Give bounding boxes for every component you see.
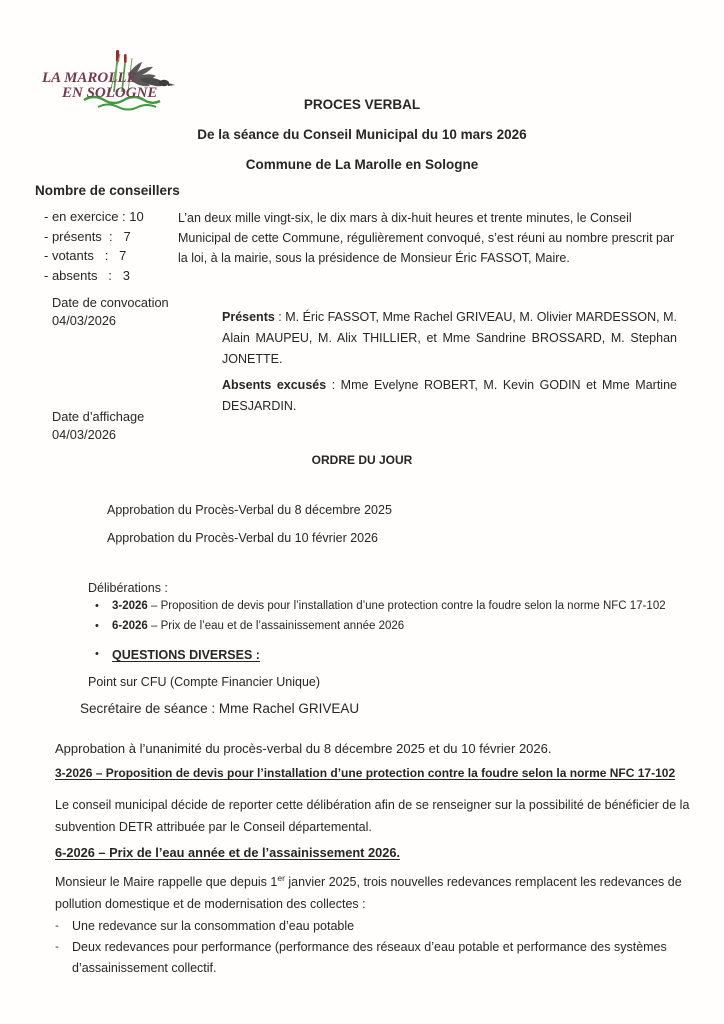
intro-text-cont: janvier 2025, trois nouvelles redevances remplacent les redevances de pollution domestique et de modernisation des collectes : bbox=[55, 875, 682, 911]
section-6-2026-heading: 6-2026 – Prix de l’eau année et de l’assainissement 2026. bbox=[55, 845, 400, 860]
ordre-du-jour-heading: ORDRE DU JOUR bbox=[311, 453, 413, 467]
logo-cattail bbox=[124, 54, 127, 63]
section-6-2026-intro bbox=[55, 871, 715, 915]
counselors-list bbox=[44, 207, 144, 285]
secretaire-line: Secrétaire de séance : Mme Rachel GRIVEAU bbox=[80, 701, 360, 716]
affichage-block bbox=[52, 408, 144, 443]
section-3-2026-heading: 3-2026 – Proposition de devis pour l’installation d’une protection contre la foudre selon la norme NFC 17-102 bbox=[55, 766, 676, 780]
logo-text-line2: EN SOLOGNE bbox=[62, 85, 158, 101]
deliberation-text bbox=[112, 620, 404, 632]
bullet-icon: • bbox=[95, 620, 99, 632]
ordinal-superscript: er bbox=[277, 872, 285, 883]
dash-icon: - bbox=[55, 941, 59, 953]
deliberations-label: Délibérations : bbox=[88, 581, 168, 595]
section-3-2026-body: Le conseil municipal décide de reporter cette délibération afin de se renseigner sur la possibilité de bénéficier de la subvention DETR attribuée par le Conseil départemental. bbox=[55, 798, 690, 834]
list-item bbox=[42, 937, 682, 979]
presents-paragraph bbox=[222, 307, 677, 370]
list-item-text: Une redevance sur la consommation d’eau potable bbox=[72, 919, 355, 933]
list-item-text: Deux redevances pour performance (performance des réseaux d’eau potable et performance des systèmes d’assainissement collectif. bbox=[72, 940, 667, 975]
intro-paragraph: L’an deux mille vingt-six, le dix mars à dix-huit heures et trente minutes, le Conseil Municipal de cette Commune, régulièrement convoqué, s’est réuni au nombre prescrit par la loi, à la mairie, sous la présidence de Monsieur Éric FASSOT, Maire. bbox=[178, 211, 675, 265]
convocation-date: 04/03/2026 bbox=[52, 312, 117, 328]
point-cfu-line: Point sur CFU (Compte Financier Unique) bbox=[88, 675, 321, 689]
deliberation-number: 6-2026 bbox=[112, 620, 148, 632]
counselors-heading: Nombre de conseillers bbox=[35, 183, 180, 198]
deliberation-item-6-2026 bbox=[95, 620, 404, 632]
deliberation-title: – Proposition de devis pour l’installation d’une protection contre la foudre selon la norme NFC 17-102 bbox=[147, 600, 666, 612]
bullet-icon: • bbox=[95, 600, 99, 612]
bullet-icon: • bbox=[95, 648, 99, 660]
deliberation-text bbox=[112, 600, 666, 612]
counselors-en-exercice: - en exercice : 10 bbox=[44, 209, 144, 224]
affichage-label: Date d’affichage bbox=[52, 409, 145, 424]
doc-subtitle: De la séance du Conseil Municipal du 10 mars 2026 bbox=[197, 127, 527, 142]
logo-text-line1: LA MAROLLE bbox=[42, 70, 137, 86]
affichage-date: 04/03/2026 bbox=[52, 426, 117, 442]
deliberation-title: – Prix de l’eau et de l’assainissement année 2026 bbox=[147, 620, 405, 632]
presents-label: Présents bbox=[222, 310, 275, 324]
presents-body: : M. Éric FASSOT, Mme Rachel GRIVEAU, M. Olivier MARDESSON, M. Alain MAUPEU, M. Alix THILLIER, et Mme Sandrine BROSSARD, M. Stephan JONETTE. bbox=[222, 310, 677, 366]
approbation-unanimite-line: Approbation à l’unanimité du procès-verbal du 8 décembre 2025 et du 10 février 2026. bbox=[55, 741, 552, 756]
redevances-list bbox=[42, 916, 682, 979]
deliberation-item-3-2026 bbox=[95, 600, 666, 612]
counselors-absents: - absents : 3 bbox=[44, 267, 130, 283]
convocation-block bbox=[52, 294, 169, 329]
counselors-votants: - votants : 7 bbox=[44, 248, 127, 263]
list-item bbox=[42, 916, 682, 937]
counselors-presents: - présents : 7 bbox=[44, 228, 131, 244]
intro-text: Monsieur le Maire rappelle que depuis 1 bbox=[55, 875, 278, 889]
dash-icon: - bbox=[55, 920, 59, 932]
doc-commune: Commune de La Marolle en Sologne bbox=[245, 157, 479, 172]
approbation-pv-decembre: Approbation du Procès-Verbal du 8 décembre 2025 bbox=[107, 503, 392, 517]
convocation-label: Date de convocation bbox=[52, 295, 169, 310]
absents-body: : Mme Evelyne ROBERT, M. Kevin GODIN et Mme Martine DESJARDIN. bbox=[222, 378, 677, 413]
approbation-pv-fevrier: Approbation du Procès-Verbal du 10 février 2026 bbox=[107, 531, 379, 545]
deliberation-number: 3-2026 bbox=[112, 600, 148, 612]
absents-label: Absents excusés bbox=[222, 378, 327, 392]
absents-paragraph bbox=[222, 375, 677, 417]
doc-title: PROCES VERBAL bbox=[303, 97, 421, 112]
questions-diverses-item bbox=[95, 648, 260, 662]
questions-diverses-heading: QUESTIONS DIVERSES : bbox=[112, 648, 260, 662]
